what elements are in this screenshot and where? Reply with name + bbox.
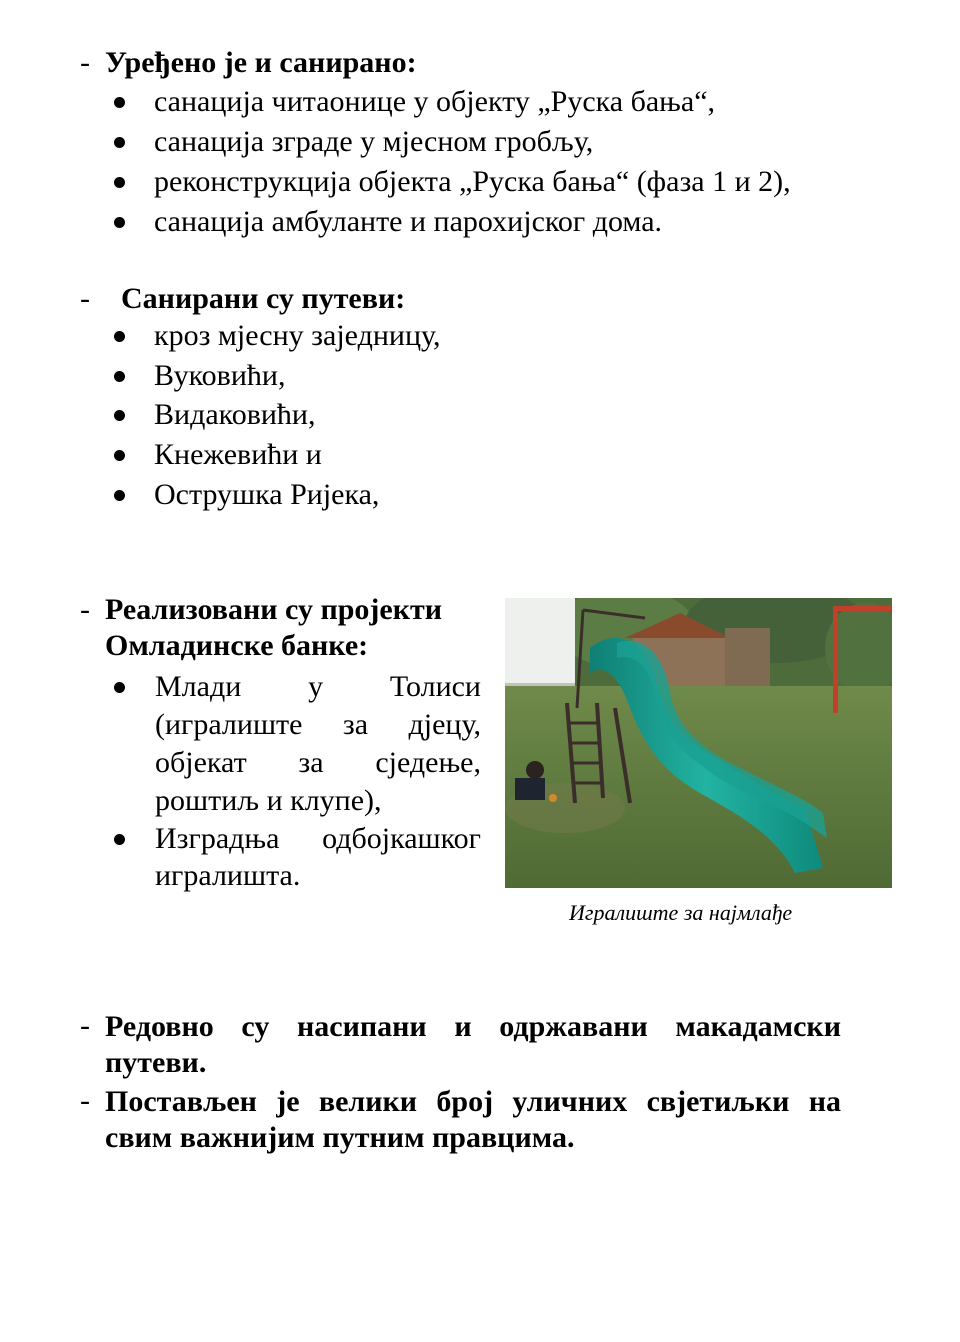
list-item: Кнежевићи и (154, 438, 322, 471)
bullet-dot (114, 217, 125, 228)
list-item: Вуковићи, (154, 359, 286, 392)
playground-photo (505, 598, 892, 888)
section4-line4: свим важнијим путним правцима. (105, 1121, 575, 1154)
bullet-dot (114, 331, 125, 342)
list-item: Острушка Ријека, (154, 478, 380, 511)
list-item: санација зграде у мјесном гробљу, (154, 125, 594, 158)
bullet-dot (114, 834, 125, 845)
list-item: кроз мјесну заједницу, (154, 319, 441, 352)
list-item-line: Изградња одбојкашког (155, 822, 481, 855)
section3-heading-line1: Реализовани су пројекти (105, 593, 443, 626)
list-item: санација амбуланте и парохијског дома. (154, 205, 663, 238)
section3-dash: - (80, 593, 90, 626)
bullet-dot (114, 371, 125, 382)
bullet-dot (114, 410, 125, 421)
section1-dash: - (80, 46, 90, 79)
section4-line3: Постављен је велики број уличних свјетиљки на (105, 1085, 841, 1118)
list-item-line: роштиљ и клупе), (155, 784, 382, 817)
list-item-line: објекат за сједење, (155, 746, 481, 779)
section4-line2: путеви. (105, 1046, 207, 1079)
bullet-dot (114, 450, 125, 461)
bullet-dot (114, 137, 125, 148)
bullet-dot (114, 97, 125, 108)
list-item-line: Млади у Толиси (155, 670, 481, 703)
bullet-dot (114, 490, 125, 501)
section4-dash: - (80, 1009, 90, 1042)
bullet-dot (114, 177, 125, 188)
list-item-line: (игралиште за дјецу, (155, 708, 481, 741)
list-item: Видаковићи, (154, 398, 316, 431)
list-item-line: игралишта. (155, 859, 301, 892)
section2-heading: Санирани су путеви: (121, 282, 406, 315)
section3-heading-line2: Омладинске банке: (105, 629, 369, 662)
photo-caption: Игралиште за најмлађе (569, 900, 793, 925)
list-item: санација читаонице у објекту „Руска бања“, (154, 85, 716, 118)
list-item: реконструкција објекта „Руска бања“ (фаза 1 и 2), (154, 165, 791, 198)
bullet-dot (114, 682, 125, 693)
section4-dash: - (80, 1084, 90, 1117)
section2-dash: - (80, 282, 90, 315)
section1-heading: Уређено је и санирано: (105, 46, 417, 79)
section4-line1: Редовно су насипани и одржавани макадамски (105, 1010, 841, 1043)
